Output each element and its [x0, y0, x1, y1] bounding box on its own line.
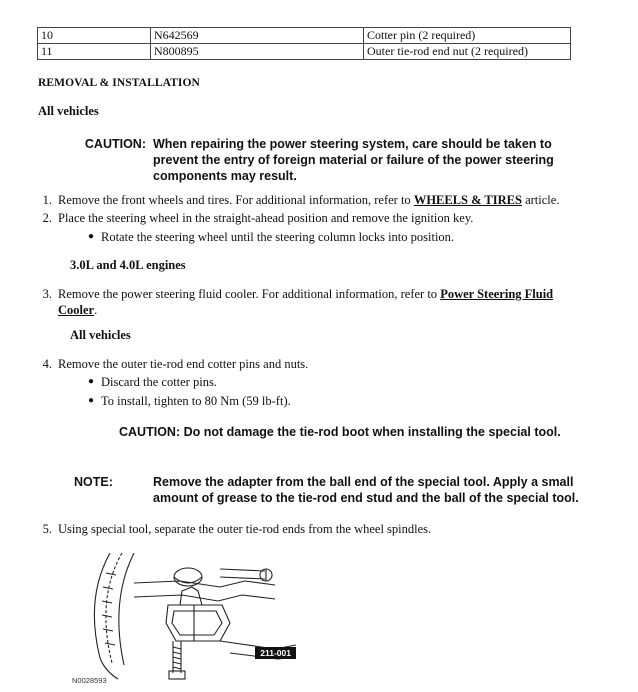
- step-body: Remove the front wheels and tires. For additional information, refer to: [58, 193, 411, 207]
- caution-line: prevent the entry of foreign material or failure of the power steering: [153, 153, 554, 167]
- step-2: [38, 210, 598, 226]
- step-text: Place the steering wheel in the straight-ahead position and remove the ignition key.: [58, 211, 474, 225]
- caution-line: When repairing the power steering system, care should be taken to: [153, 137, 552, 151]
- item-cell: 11: [38, 44, 151, 60]
- step-number: 4.: [42, 357, 52, 371]
- figure-id-label: N0028593: [72, 676, 107, 685]
- power-steering-fluid-cooler-link[interactable]: Power Steering Fluid: [440, 287, 554, 301]
- parts-table: [37, 27, 571, 60]
- item-cell: 10: [38, 28, 151, 44]
- step-text-cont: [58, 302, 97, 318]
- table-row: [38, 28, 571, 44]
- step-text: Remove the outer tie-rod end cotter pins and nuts.: [58, 357, 309, 371]
- step-number: 2.: [42, 211, 52, 225]
- description-cell: Cotter pin (2 required): [364, 28, 571, 44]
- illustration-svg: [70, 553, 300, 685]
- note-text: [153, 474, 613, 506]
- step-number: 5.: [42, 522, 52, 536]
- bullet-text: Rotate the steering wheel until the steering column locks into position.: [101, 230, 455, 244]
- bullet-dot-icon: ●: [88, 395, 95, 406]
- power-steering-fluid-cooler-link-cont[interactable]: Cooler: [58, 303, 95, 317]
- caution-label: CAUTION:: [84, 137, 146, 151]
- tool-number-label: 211-001: [255, 647, 296, 659]
- section-heading: REMOVAL & INSTALLATION: [38, 77, 200, 89]
- step-body: Remove the power steering fluid cooler. For additional information, refer to: [58, 287, 438, 301]
- wheels-tires-link[interactable]: WHEELS & TIRES: [413, 193, 522, 207]
- tie-rod-separator-illustration: [70, 553, 300, 685]
- bullet-text: To install, tighten to 80 Nm (59 lb-ft).: [101, 394, 291, 408]
- engines-heading: 3.0L and 4.0L engines: [70, 258, 186, 272]
- bullet-dot-icon: ●: [88, 376, 95, 387]
- step-3: [38, 286, 598, 320]
- description-cell: Outer tie-rod end nut (2 required): [364, 44, 571, 60]
- bullet-item: [88, 393, 588, 409]
- note-label: NOTE:: [74, 475, 113, 489]
- step-5: [38, 521, 598, 537]
- note-line: Remove the adapter from the ball end of the special tool. Apply a small: [153, 475, 574, 489]
- step-4: [38, 356, 598, 372]
- caution-line: components may result.: [153, 169, 297, 183]
- step-number: 1.: [42, 193, 52, 207]
- bullet-dot-icon: ●: [88, 231, 95, 242]
- step-1: [38, 192, 598, 208]
- part-number-cell: N800895: [151, 44, 364, 60]
- table-row: [38, 44, 571, 60]
- caution-text: Do not damage the tie-rod boot when installing the special tool.: [183, 425, 561, 439]
- bullet-item: [88, 229, 588, 245]
- bullet-item: [88, 374, 588, 390]
- all-vehicles-heading-2: All vehicles: [70, 328, 131, 342]
- caution-label: CAUTION:: [119, 425, 181, 439]
- step-text: Using special tool, separate the outer tie-rod ends from the wheel spindles.: [58, 522, 432, 536]
- caution-text: [153, 136, 583, 184]
- step-text: [58, 192, 559, 208]
- bullet-text: Discard the cotter pins.: [101, 375, 217, 389]
- step-number: 3.: [42, 287, 52, 301]
- step-suffix: .: [94, 303, 98, 317]
- note-line: amount of grease to the tie-rod end stud and the ball of the special tool.: [153, 491, 579, 505]
- part-number-cell: N642569: [151, 28, 364, 44]
- step-text: [58, 286, 553, 302]
- step-suffix: article.: [525, 193, 560, 207]
- all-vehicles-heading: All vehicles: [38, 104, 99, 118]
- caution-2: [119, 424, 561, 440]
